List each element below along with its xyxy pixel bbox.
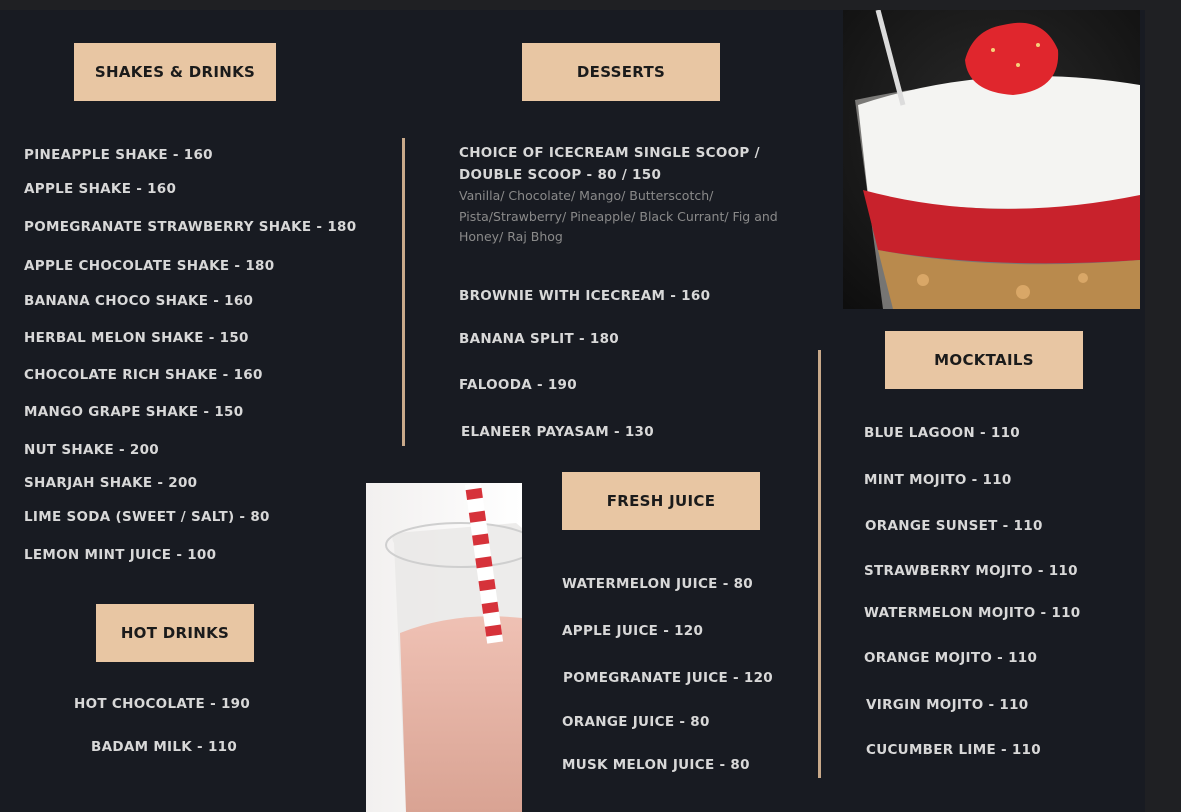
milkshake-photo: [366, 483, 522, 812]
dessert-item: BANANA SPLIT - 180: [459, 331, 619, 347]
mocktail-item: STRAWBERRY MOJITO - 110: [864, 563, 1078, 579]
fresh-juice-header: FRESH JUICE: [562, 472, 760, 530]
dessert-item: ELANEER PAYASAM - 130: [461, 424, 654, 440]
hot-drink-item: BADAM MILK - 110: [91, 739, 238, 755]
shake-item: PINEAPPLE SHAKE - 160: [24, 147, 213, 163]
mocktail-item: VIRGIN MOJITO - 110: [866, 697, 1029, 713]
shake-item: POMEGRANATE STRAWBERRY SHAKE - 180: [24, 219, 357, 235]
column-divider: [402, 138, 405, 446]
dessert-icecream-line2: DOUBLE SCOOP - 80 / 150: [459, 167, 662, 183]
shake-item: APPLE CHOCOLATE SHAKE - 180: [24, 258, 275, 274]
mocktails-header: MOCKTAILS: [885, 331, 1083, 389]
juice-item: POMEGRANATE JUICE - 120: [563, 670, 773, 686]
shake-item: HERBAL MELON SHAKE - 150: [24, 330, 249, 346]
hot-drink-item: HOT CHOCOLATE - 190: [74, 696, 251, 712]
shake-item: LIME SODA (SWEET / SALT) - 80: [24, 509, 270, 525]
juice-item: WATERMELON JUICE - 80: [562, 576, 753, 592]
dessert-icecream-line1: CHOICE OF ICECREAM SINGLE SCOOP /: [459, 145, 760, 161]
shake-item: APPLE SHAKE - 160: [24, 181, 177, 197]
mocktail-item: ORANGE SUNSET - 110: [865, 518, 1043, 534]
shake-item: LEMON MINT JUICE - 100: [24, 547, 217, 563]
icecream-flavours: Vanilla/ Chocolate/ Mango/ Butterscotch/ Pista/Strawberry/ Pineapple/ Black Currant/ Fig and Honey/ Raj Bhog: [459, 188, 778, 244]
juice-item: APPLE JUICE - 120: [562, 623, 704, 639]
shakes-header: SHAKES & DRINKS: [74, 43, 276, 101]
mocktail-item: MINT MOJITO - 110: [864, 472, 1012, 488]
dessert-cup-photo: [843, 10, 1140, 309]
hot-drinks-header: HOT DRINKS: [96, 604, 254, 662]
desserts-header: DESSERTS: [522, 43, 720, 101]
shake-item: MANGO GRAPE SHAKE - 150: [24, 404, 244, 420]
shake-item: NUT SHAKE - 200: [24, 442, 160, 458]
menu-page: [0, 10, 1145, 812]
mocktail-item: WATERMELON MOJITO - 110: [864, 605, 1081, 621]
juice-item: MUSK MELON JUICE - 80: [562, 757, 750, 773]
mocktail-item: CUCUMBER LIME - 110: [866, 742, 1041, 758]
shake-item: CHOCOLATE RICH SHAKE - 160: [24, 367, 263, 383]
juice-item: ORANGE JUICE - 80: [562, 714, 710, 730]
shake-item: SHARJAH SHAKE - 200: [24, 475, 198, 491]
mocktail-item: BLUE LAGOON - 110: [864, 425, 1020, 441]
column-divider: [818, 350, 821, 778]
dessert-item: BROWNIE WITH ICECREAM - 160: [459, 288, 711, 304]
shake-item: BANANA CHOCO SHAKE - 160: [24, 293, 254, 309]
dessert-item: FALOODA - 190: [459, 377, 577, 393]
mocktail-item: ORANGE MOJITO - 110: [864, 650, 1038, 666]
